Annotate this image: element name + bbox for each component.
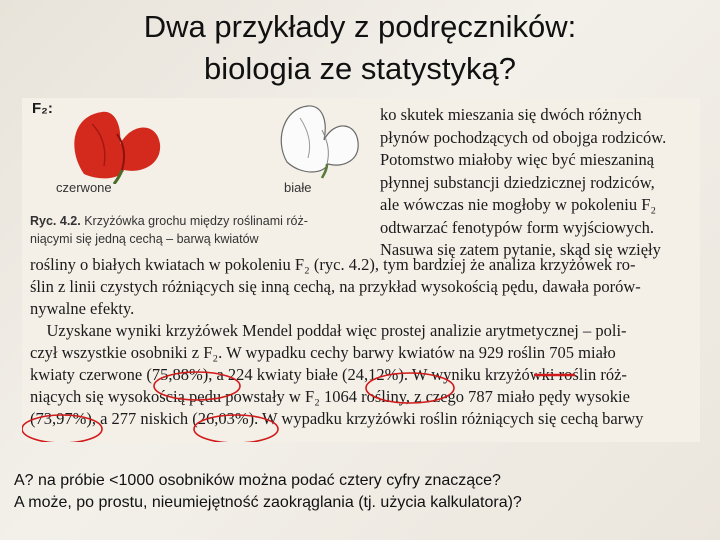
white-flower-caption: białe <box>284 180 312 195</box>
side-line: Nasuwa się zatem pytanie, skąd się wzięły <box>380 240 661 259</box>
circle-24-12-marker <box>366 373 454 403</box>
red-flower-caption: czerwone <box>56 180 112 195</box>
side-line: płynów pochodzących od obojga rodziców. <box>380 127 667 147</box>
body-line: kwiaty czerwone (75,88%), a 224 kwiaty białe (24,12%). W wyniku krzyżówki roślin róż- <box>30 365 627 384</box>
figure-caption-line-2: niącymi się jedną cechą – barwą kwiatów <box>30 232 259 246</box>
body-line: niących się wysokością pędu powstały w F₂ 1064 rośliny, z czego 787 miało pędy wysokie <box>30 387 630 406</box>
circle-75-88-marker <box>154 372 240 400</box>
side-line: odtwarzać fenotypów form wyjściowych. <box>380 217 654 237</box>
body-line: czył wszystkie osobniki z F₂. W wypadku cechy barwy kwiatów na 929 roślin 705 miało <box>30 343 616 362</box>
body-line: nywalne efekty. <box>30 299 135 318</box>
question-line-2: A może, po prostu, nieumiejętność zaokrąglania (tj. użycia kalkulatora)? <box>14 494 522 511</box>
side-line: płynnej substancji dziedzicznej rodziców, <box>380 172 655 192</box>
question-text <box>14 470 714 514</box>
slide-title <box>0 6 720 90</box>
generation-label: F₂: <box>32 100 53 117</box>
body-line: ślin z linii czystych różniących się inną cechą, na przykład wysokością pędu, dawała porów- <box>30 277 641 296</box>
title-line-1: Dwa przykłady z podręczników: <box>143 9 577 44</box>
question-line-1: A? na próbie <1000 osobników można podać cztery cyfry znaczące? <box>14 472 501 489</box>
body-line: rośliny o białych kwiatach w pokoleniu F₂ (ryc. 4.2), tym bardziej że analiza krzyżówek ro- <box>30 255 636 274</box>
title-line-2: biologia ze statystyką? <box>204 51 516 86</box>
circle-73-97-marker <box>22 415 102 442</box>
circle-26-03-marker <box>194 415 278 442</box>
body-line: Uzyskane wyniki krzyżówek Mendel poddał więc prostej analizie arytmetycznej – poli- <box>30 321 627 340</box>
side-line: Potomstwo miałoby więc być mieszaniną <box>380 150 655 169</box>
figure-caption-number: Ryc. 4.2. <box>30 214 81 228</box>
body-line: (73,97%), a 277 niskich (26,03%). W wypadku krzyżówki roślin różniących się cechą barwy <box>30 409 644 428</box>
textbook-scan <box>22 98 700 442</box>
side-line: ko skutek mieszania się dwóch różnych <box>380 105 642 124</box>
red-annotations <box>22 98 700 442</box>
side-line: ale wówczas nie mogłoby w pokoleniu F₂ <box>380 195 657 214</box>
figure-caption-line-1: Krzyżówka grochu między roślinami róż- <box>84 214 308 228</box>
